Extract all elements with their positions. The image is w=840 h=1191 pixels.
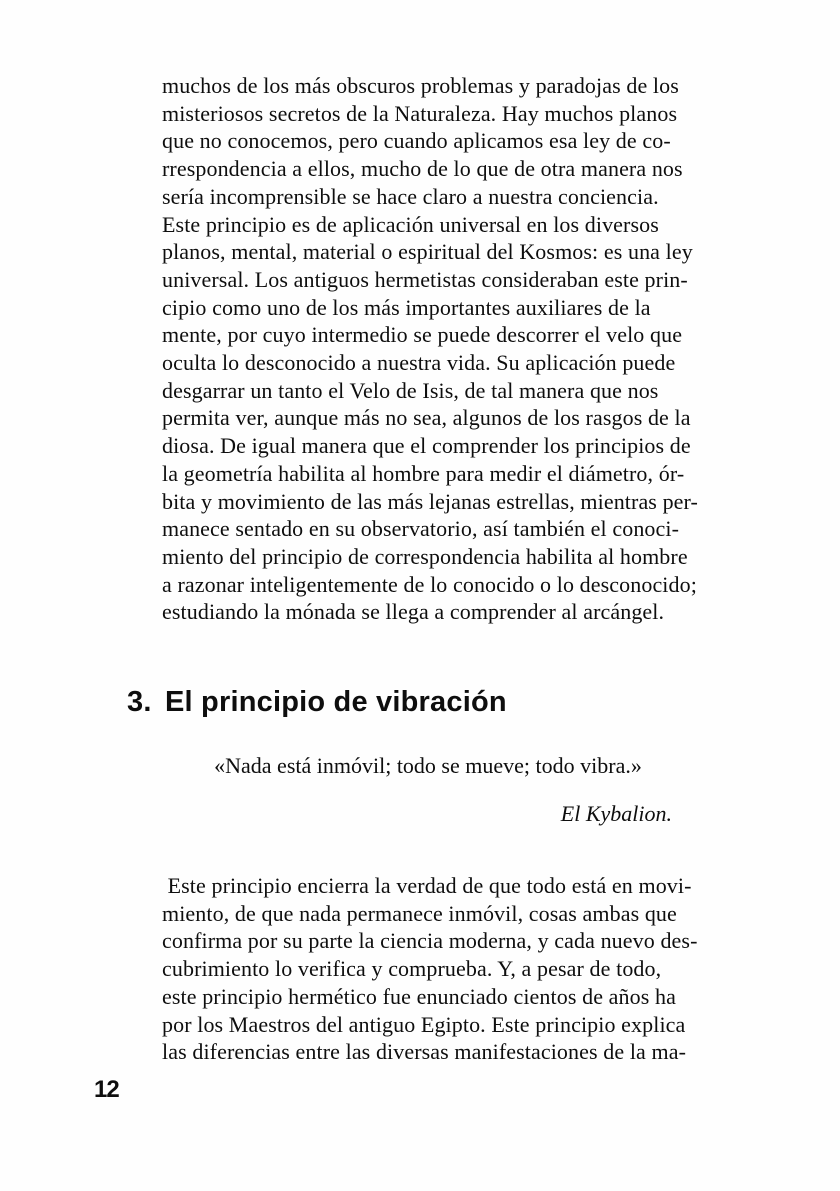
text-line: que no conocemos, pero cuando aplicamos esa ley de co-	[162, 128, 671, 154]
text-line: estudiando la mónada se llega a comprender al arcángel.	[162, 599, 665, 625]
text-line: desgarrar un tanto el Velo de Isis, de tal manera que nos	[162, 377, 659, 403]
page-number: 12	[94, 1076, 119, 1103]
epigraph-quote: «Nada está inmóvil; todo se mueve; todo vibra.»	[214, 753, 642, 778]
section-number: 3.	[127, 686, 152, 718]
text-line: Este principio encierra la verdad de que todo está en movi-	[162, 873, 692, 898]
text-line: rrespondencia a ellos, mucho de lo que de otra manera nos	[162, 156, 683, 182]
text-line: miento, de que nada permanece inmóvil, cosas ambas que	[162, 900, 677, 926]
paragraph-correspondence	[162, 72, 724, 626]
text-line: manece sentado en su observatorio, así también el conoci-	[162, 516, 680, 542]
text-line: cubrimiento lo verifica y comprueba. Y, a pesar de todo,	[162, 956, 662, 982]
text-line: miento del principio de correspondencia habilita al hombre	[162, 543, 688, 569]
text-line: planos, mental, material o espiritual del Kosmos: es una ley	[162, 239, 693, 265]
text-line: sería incomprensible se hace claro a nuestra conciencia.	[162, 183, 659, 209]
text-line: la geometría habilita al hombre para medir el diámetro, ór-	[162, 460, 685, 486]
text-line: bita y movimiento de las más lejanas estrellas, mientras per-	[162, 488, 698, 514]
section-title: El principio de vibración	[165, 686, 507, 718]
section-heading	[127, 687, 507, 718]
text-line: diosa. De igual manera que el comprender los principios de	[162, 433, 691, 459]
text-line: cipio como uno de los más importantes auxiliares de la	[162, 294, 651, 320]
text-line: permita ver, aunque más no sea, algunos de los rasgos de la	[162, 405, 691, 431]
paragraph-vibration	[162, 872, 724, 1066]
text-line: este principio hermético fue enunciado cientos de años ha	[162, 983, 676, 1009]
epigraph-attribution: El Kybalion.	[560, 801, 672, 826]
text-line: mente, por cuyo intermedio se puede descorrer el velo que	[162, 322, 683, 348]
text-line: por los Maestros del antiguo Egipto. Este principio explica	[162, 1011, 686, 1037]
text-line: las diferencias entre las diversas manifestaciones de la ma-	[162, 1039, 686, 1065]
text-line: misteriosos secretos de la Naturaleza. Hay muchos planos	[162, 100, 678, 126]
text-line: muchos de los más obscuros problemas y paradojas de los	[162, 73, 679, 98]
text-line: confirma por su parte la ciencia moderna, y cada nuevo des-	[162, 928, 698, 954]
text-line: oculta lo desconocido a nuestra vida. Su aplicación puede	[162, 350, 676, 376]
text-line: Este principio es de aplicación universal en los diversos	[162, 211, 659, 237]
text-line: a razonar inteligentemente de lo conocido o lo desconocido;	[162, 571, 697, 597]
text-line: universal. Los antiguos hermetistas consideraban este prin-	[162, 266, 688, 292]
